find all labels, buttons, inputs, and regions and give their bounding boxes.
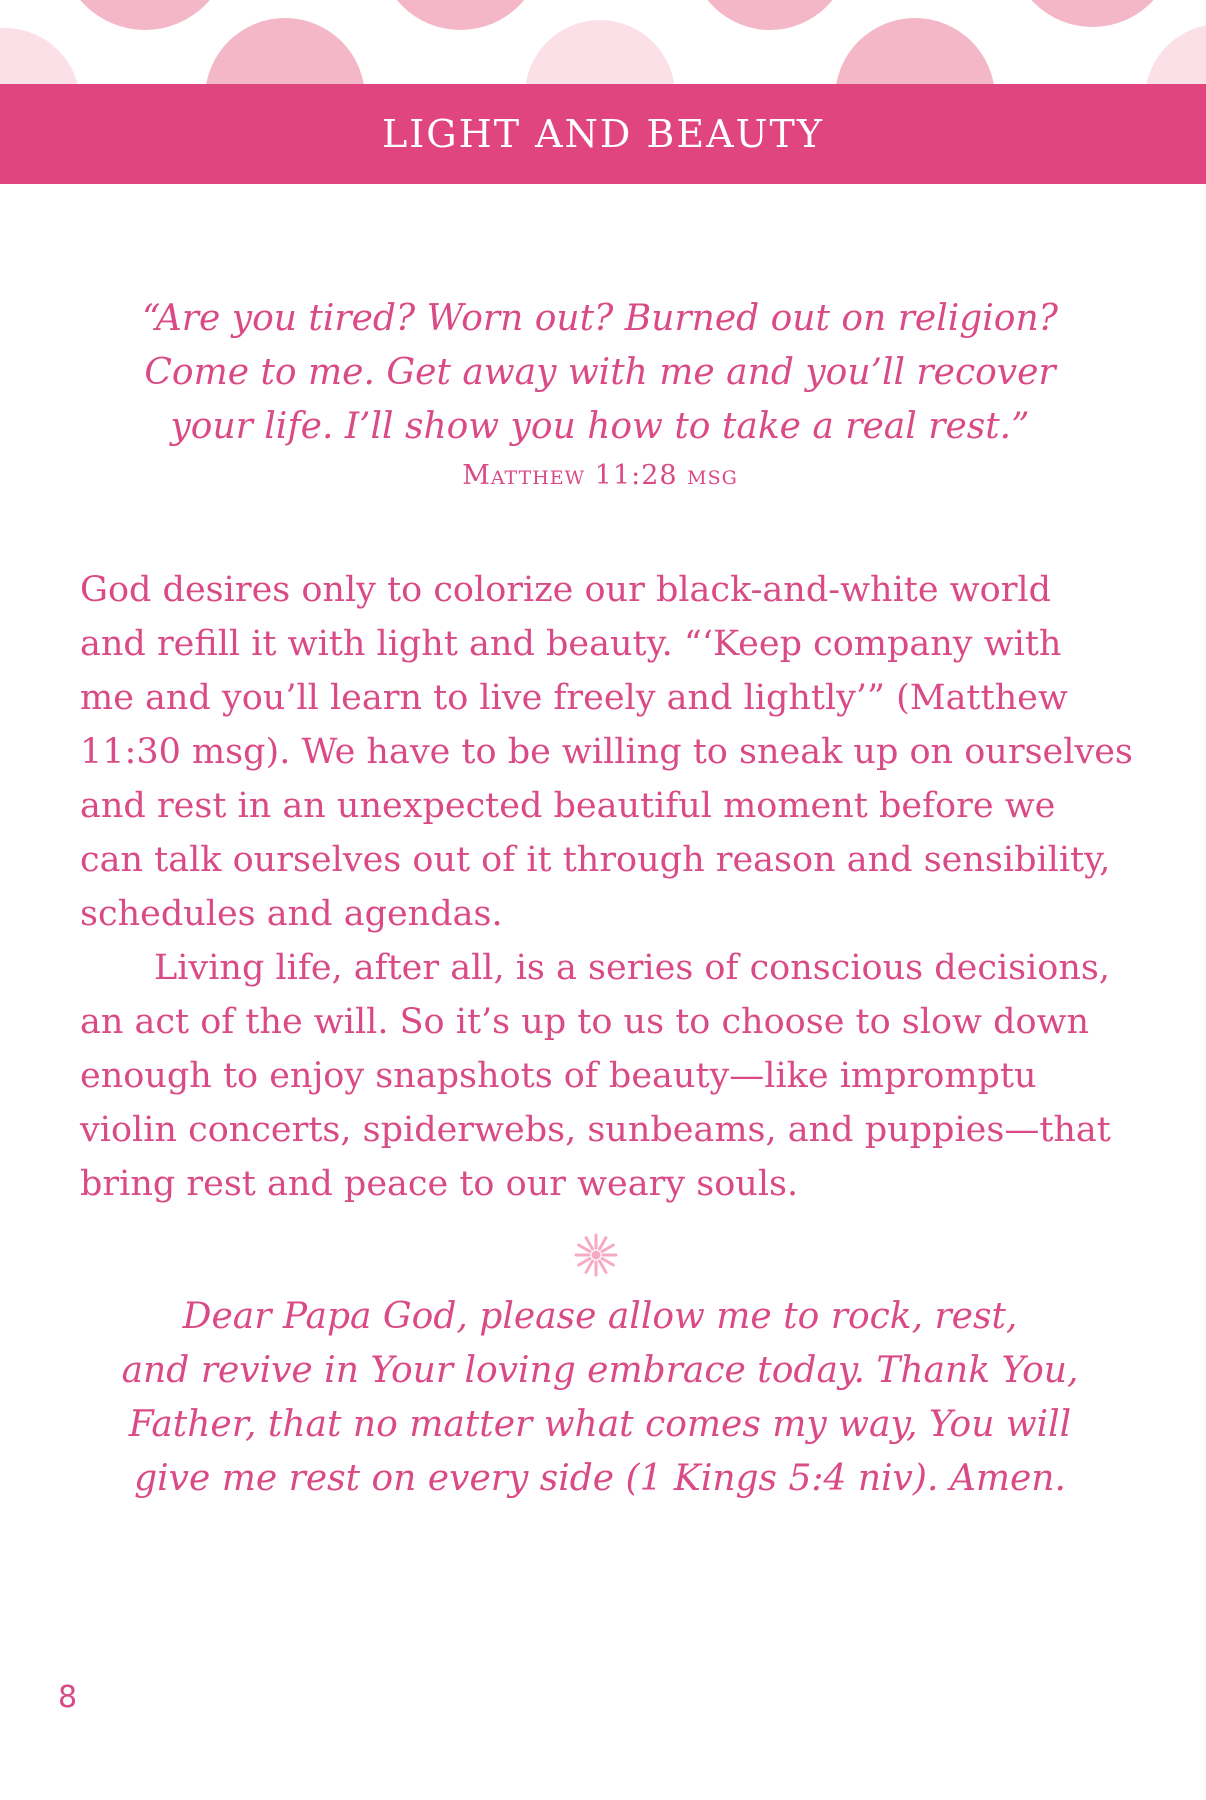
body-line: schedules and agendas. (80, 894, 503, 934)
flower-petal (579, 1259, 590, 1266)
flower-ornament-icon (573, 1232, 619, 1278)
flower-petal (586, 1261, 593, 1272)
flower-petal (602, 1259, 613, 1266)
flower-ornament-svg (573, 1232, 619, 1278)
scripture-line: Come to me. Get away with me and you’ll recover (144, 352, 1056, 393)
pattern-dot (60, 0, 230, 30)
prayer-line: Father, that no matter what comes my way, You will (128, 1404, 1072, 1445)
body-line: can talk ourselves out of it through reason and sensibility, (80, 840, 1111, 880)
body-line: bring rest and peace to our weary souls. (80, 1164, 799, 1204)
body-line: Living life, after all, is a series of conscious decisions, (154, 948, 1111, 988)
pattern-dot (378, 0, 543, 30)
flower-petal (602, 1245, 613, 1252)
body-line: violin concerts, spiderwebs, sunbeams, and puppies—that (80, 1110, 1111, 1150)
pattern-dot (835, 18, 995, 84)
prayer-line: and revive in Your loving embrace today. Thank You, (121, 1350, 1079, 1391)
pattern-dot (0, 28, 80, 84)
body-line: and rest in an unexpected beautiful moment before we (80, 786, 1056, 826)
pattern-dot (1145, 24, 1206, 84)
scripture-line: “Are you tired? Worn out? Burned out on religion? (142, 298, 1058, 339)
body-line: 11:30 msg). We have to be willing to sneak up on ourselves (80, 732, 1133, 772)
devotional-body (80, 563, 1140, 1211)
scripture-line: your life. I’ll show you how to take a real rest.” (170, 406, 1030, 447)
scripture-quote (120, 292, 1080, 498)
flower-petal (586, 1238, 593, 1249)
flower-petal (579, 1245, 590, 1252)
pattern-dot (525, 20, 675, 84)
polka-dot-border (0, 0, 1206, 84)
body-line: an act of the will. So it’s up to us to choose to slow down (80, 1002, 1090, 1042)
prayer-line: Dear Papa God, please allow me to rock, rest, (182, 1296, 1018, 1337)
prayer (120, 1290, 1080, 1506)
page-number: 8 (58, 1680, 78, 1715)
body-line: and refill it with light and beauty. “‘Keep company with (80, 624, 1062, 664)
chapter-title: LIGHT AND BEAUTY (382, 112, 824, 156)
pattern-dot (1010, 0, 1175, 27)
pattern-dot (205, 18, 365, 84)
body-line: me and you’ll learn to live freely and lightly’” (Matthew (80, 678, 1068, 718)
body-line: God desires only to colorize our black-and-white world (80, 570, 1052, 610)
scripture-reference: Matthew 11:28 msg (462, 460, 738, 491)
body-line: enough to enjoy snapshots of beauty—like impromptu (80, 1056, 1037, 1096)
flower-petal (600, 1238, 607, 1249)
flower-petal (600, 1261, 607, 1272)
prayer-line: give me rest on every side (1 Kings 5:4 niv). Amen. (134, 1458, 1066, 1499)
chapter-header (0, 84, 1206, 184)
pattern-dot (690, 0, 850, 30)
